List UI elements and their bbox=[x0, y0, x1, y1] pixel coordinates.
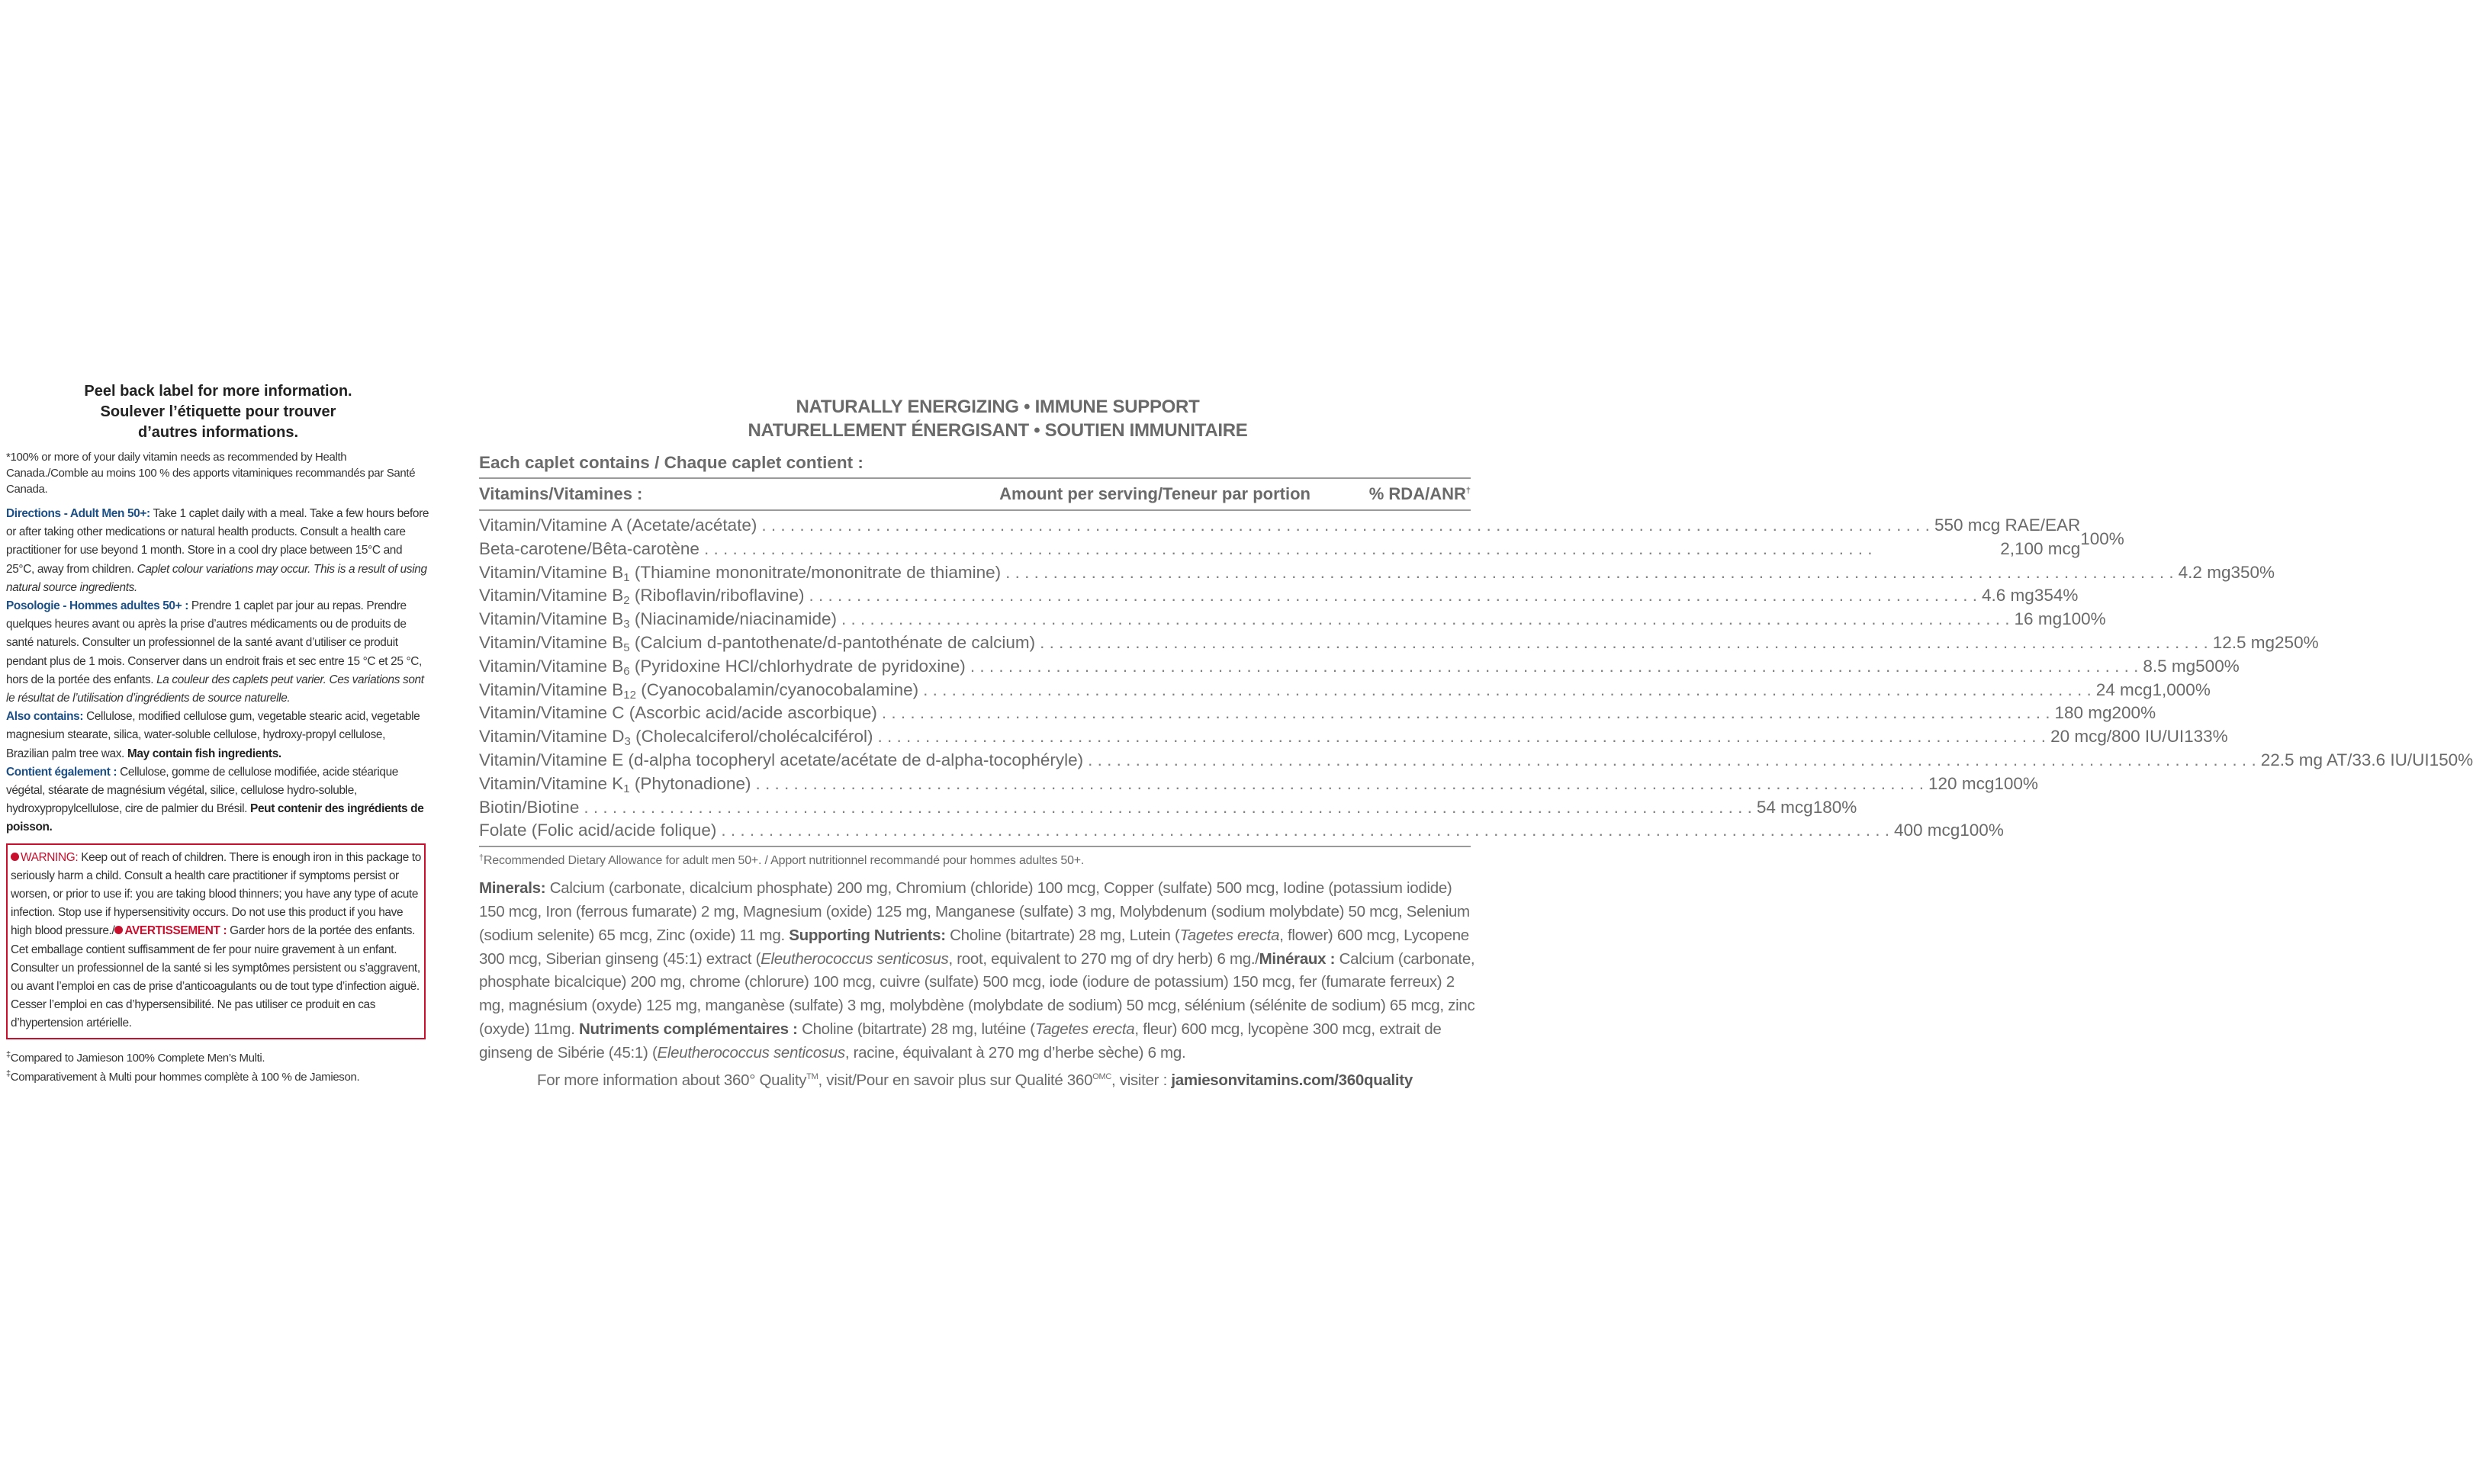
row-rda: 133% bbox=[2184, 727, 2228, 747]
row-name bbox=[479, 774, 751, 795]
more-info-text: , visit/Pour en savoir plus sur Qualité 360 bbox=[818, 1071, 1093, 1089]
row-name: Vitamin/Vitamine A (Acetate/acétate) bbox=[479, 516, 757, 535]
table-row bbox=[479, 516, 2080, 539]
row-name-part: (Calcium d-pantothenate/d-pantothénate de calcium) bbox=[629, 632, 1036, 652]
dot-leader bbox=[721, 821, 1889, 840]
rda-footnote bbox=[479, 853, 1471, 868]
omc-mark: OMC bbox=[1092, 1071, 1111, 1081]
eleuthero-en: Eleutherococcus senticosus bbox=[761, 949, 949, 968]
row-name-part: Vitamin/Vitamine C (Ascorbic acid/acide ascorbique) bbox=[479, 703, 877, 723]
row-amount: 400 mcg bbox=[1893, 821, 1960, 840]
table-row bbox=[479, 609, 2106, 633]
nutriments-text: Choline (bitartrate) 28 mg, lutéine ( bbox=[797, 1020, 1035, 1038]
more-info-text: , visiter : bbox=[1111, 1071, 1172, 1089]
row-name bbox=[479, 703, 877, 723]
row-amount: 12.5 mg bbox=[2212, 632, 2275, 652]
dot-leader bbox=[923, 680, 2092, 700]
row-amount: 180 mg bbox=[2054, 703, 2112, 723]
contient-label: Contient également : bbox=[6, 765, 117, 779]
posologie-italic: La couleur des caplets peut varier. Ces variations sont le résultat de l’utilisation d’ingrédients de source naturelle. bbox=[6, 673, 424, 705]
warning-label: WARNING: bbox=[21, 850, 79, 864]
row-rda: 100% bbox=[1994, 773, 2038, 793]
row-rda: 1,000% bbox=[2152, 679, 2211, 699]
double-dagger-2: ‡ bbox=[6, 1068, 11, 1078]
nutriments-text: , fleur) 600 mcg, lycopène 300 mcg, extrait de ginseng de Sibérie (45:1) ( bbox=[479, 1020, 1442, 1062]
table-row bbox=[479, 679, 2211, 704]
more-info-text: For more information about 360° Quality bbox=[537, 1071, 807, 1089]
row-amount: 22.5 mg AT/33.6 IU/UI bbox=[2260, 750, 2430, 769]
peel-line-fr-2: d’autres informations. bbox=[137, 424, 299, 441]
row-amount: 20 mcg/800 IU/UI bbox=[2050, 727, 2185, 747]
row-rda: 350% bbox=[2230, 562, 2275, 582]
nutriments-text: , racine, équivalant à 270 mg d’herbe sèche) 6 mg. bbox=[844, 1043, 1186, 1062]
slogan-fr: NATURELLEMENT ÉNERGISANT • SOUTIEN IMMUNITAIRE bbox=[748, 420, 1248, 441]
also-contains-text: Cellulose, modified cellulose gum, vegetable stearic acid, vegetable magnesium stearate, silica, water-soluble cellulose, hydroxy-propyl cellulose, Brazilian palm tree wax. bbox=[6, 710, 420, 760]
row-name bbox=[479, 680, 918, 702]
table-row bbox=[479, 656, 2240, 680]
row-name-part: Vitamin/Vitamine B bbox=[479, 632, 624, 652]
row-subscript: 5 bbox=[623, 641, 630, 654]
row-name bbox=[479, 727, 873, 748]
rda-note-text: Recommended Dietary Allowance for adult men 50+. / Apport nutritionnel recommandé pour hommes adultes 50+. bbox=[483, 854, 1085, 868]
col-amount: Amount per serving/Teneur par portion bbox=[999, 484, 1310, 503]
avertissement-label: AVERTISSEMENT : bbox=[124, 924, 227, 938]
fish-warning-fr: Peut contenir des ingrédients de poisson. bbox=[6, 802, 424, 834]
nutriments-label: Nutriments complémentaires : bbox=[579, 1020, 798, 1038]
table-row bbox=[479, 773, 2038, 798]
supporting-text: , flower) 600 mcg, Lycopene 300 mcg, Siberian ginseng (45:1) extract ( bbox=[479, 926, 1469, 968]
slogan-en: NATURALLY ENERGIZING • IMMUNE SUPPORT bbox=[796, 397, 1200, 417]
mineraux-text: Calcium (carbonate, phosphate bicalcique) 200 mg, chrome (chlorure) 100 mcg, cuivre (sulfate) 500 mcg, iode (iodure de potassium) 150 mcg, fer (fumarate ferreux) 2 mg, magnésium (oxyde) 125 mg, manganèse (sulfate) 3 mg, molybdène (molybdate de sodium) 50 mcg, sélénium (sélénite de sodium) 65 mcg, zinc (oxyde) 11mg. bbox=[479, 949, 1475, 1038]
table-row bbox=[479, 797, 1857, 821]
row-rda: 100% bbox=[1960, 821, 2004, 840]
row-name-part: Vitamin/Vitamine E (d-alpha tocopheryl acetate/acétate de d-alpha-tocophéryle) bbox=[479, 750, 1084, 769]
comparison-notes bbox=[6, 1047, 430, 1085]
directions-label: Directions - Adult Men 50+: bbox=[6, 507, 150, 520]
row-amount: 16 mg bbox=[2014, 609, 2063, 629]
row-name bbox=[479, 750, 1083, 770]
more-info-line bbox=[479, 1071, 1471, 1090]
dot-leader bbox=[841, 609, 2010, 629]
row-name-part: Vitamin/Vitamine D bbox=[479, 727, 625, 747]
row-name-part: Vitamin/Vitamine B bbox=[479, 609, 624, 629]
dot-leader bbox=[584, 798, 1752, 817]
compare-fr bbox=[6, 1066, 430, 1085]
table-row bbox=[479, 632, 2319, 657]
row-rda: 500% bbox=[2195, 656, 2240, 676]
peel-line-fr-1: Soulever l’étiquette pour trouver bbox=[100, 403, 336, 420]
row-subscript: 6 bbox=[623, 664, 630, 678]
slogan bbox=[479, 395, 1471, 442]
row-subscript: 3 bbox=[624, 735, 631, 749]
row-rda: 200% bbox=[2111, 703, 2156, 723]
warning-box bbox=[6, 843, 426, 1039]
minerals-paragraph bbox=[479, 877, 1478, 1065]
fish-warning-en: May contain fish ingredients. bbox=[127, 747, 281, 760]
posologie-label: Posologie - Hommes adultes 50+ : bbox=[6, 599, 188, 613]
compare-en-text: Compared to Jamieson 100% Complete Men’s Multi. bbox=[10, 1051, 265, 1065]
dot-leader bbox=[882, 703, 2050, 723]
row-rda: 150% bbox=[2429, 750, 2473, 769]
right-panel bbox=[479, 395, 2473, 1090]
eleuthero-fr: Eleutherococcus senticosus bbox=[657, 1043, 845, 1062]
table-row bbox=[479, 727, 2228, 750]
row-name-part: Vitamin/Vitamine K bbox=[479, 773, 624, 793]
row-name-part: (Pyridoxine HCl/chlorhydrate de pyridoxine) bbox=[629, 656, 966, 676]
compare-en bbox=[6, 1047, 430, 1066]
dot-leader bbox=[878, 727, 2047, 747]
row-amount: 2,100 mcg bbox=[2000, 538, 2081, 558]
row-name-part: (Thiamine mononitrate/mononitrate de thiamine) bbox=[629, 562, 1002, 582]
row-name bbox=[479, 657, 966, 678]
row-name bbox=[479, 563, 1001, 584]
row-amount: 54 mcg bbox=[1756, 797, 1813, 817]
dot-leader bbox=[809, 586, 1977, 605]
row-name-part: (Cyanocobalamin/cyanocobalamine) bbox=[635, 679, 919, 699]
dagger-mark: † bbox=[479, 853, 484, 863]
table-row bbox=[479, 821, 2004, 844]
supporting-text: Choline (bitartrate) 28 mg, Lutein ( bbox=[945, 926, 1180, 944]
directions-section bbox=[6, 505, 430, 837]
row-name-part: Vitamin/Vitamine B bbox=[479, 679, 624, 699]
row-name-part: Biotin/Biotine bbox=[479, 797, 580, 817]
table-row bbox=[479, 586, 2079, 609]
row-amount: 8.5 mg bbox=[2143, 656, 2196, 676]
minerals-label: Minerals: bbox=[479, 879, 546, 898]
col-rda bbox=[1310, 484, 1471, 504]
supporting-text: , root, equivalent to 270 mg of dry herb) 6 mg./ bbox=[948, 949, 1259, 968]
row-amount: 120 mcg bbox=[1928, 773, 1995, 793]
dot-leader bbox=[761, 516, 1930, 535]
directions-italic: Caplet colour variations may occur. This is a result of using natural source ingredients. bbox=[6, 562, 427, 594]
avertissement-dot-icon bbox=[114, 926, 123, 934]
supporting-label: Supporting Nutrients: bbox=[789, 926, 946, 944]
table-row bbox=[479, 562, 2275, 586]
row-subscript: 1 bbox=[623, 570, 630, 584]
website-link[interactable]: jamiesonvitamins.com/360quality bbox=[1171, 1071, 1413, 1089]
row-rda: 250% bbox=[2275, 632, 2319, 652]
table-header bbox=[479, 479, 1471, 511]
row-subscript: 1 bbox=[623, 782, 630, 795]
directions-text: Take 1 caplet daily with a meal. Take a few hours before or after taking other medications or natural health products. Consult a health care practitioner for use beyond 1 month. Store in a cool dry place between 15°C and 25°C, away from children. bbox=[6, 507, 429, 576]
col-rda-label: % RDA/ANR bbox=[1368, 484, 1466, 503]
warning-dot-icon bbox=[11, 853, 19, 861]
each-caplet-heading: Each caplet contains / Chaque caplet contient : bbox=[479, 453, 1471, 479]
mineraux-label: Minéraux : bbox=[1259, 949, 1336, 968]
row-name-part: Vitamin/Vitamine B bbox=[479, 586, 624, 605]
row-rda: 100% bbox=[2080, 528, 2124, 548]
also-contains-label: Also contains: bbox=[6, 710, 84, 724]
dot-leader bbox=[1005, 563, 2174, 583]
row-name: Beta-carotene/Bêta-carotène bbox=[479, 538, 699, 558]
row-amount: 4.2 mg bbox=[2178, 562, 2231, 582]
table-row bbox=[479, 539, 2080, 563]
row-rda: 100% bbox=[2062, 609, 2106, 629]
row-subscript: 12 bbox=[623, 688, 636, 702]
peel-back-notice bbox=[6, 381, 430, 443]
contient-text: Cellulose, gomme de cellulose modifiée, acide stéarique végétal, stéarate de magnésium végétal, silice, cellulose hydro-soluble, hydroxypropylcellulose, cire de palmier du Brésil. bbox=[6, 765, 399, 816]
row-name bbox=[479, 821, 716, 840]
row-name-part: Vitamin/Vitamine B bbox=[479, 562, 624, 582]
tagetes-fr: Tagetes erecta bbox=[1034, 1020, 1135, 1038]
dot-leader bbox=[755, 774, 1924, 794]
col-vitamins: Vitamins/Vitamines : bbox=[479, 484, 643, 503]
posologie-text: Prendre 1 caplet par jour au repas. Prendre quelques heures avant ou après la prise d’autres médicaments ou de produits de santé naturels. Consulter un professionnel de la santé avant d’utiliser ce produit pendant plus de 1 mois. Conserver dans un endroit frais et sec entre 15 °C et 25 °C, hors de la portée des enfants. bbox=[6, 599, 422, 686]
dot-leader bbox=[970, 657, 2139, 676]
vitamin-a-group bbox=[479, 516, 2124, 563]
daily-needs-note: *100% or more of your daily vitamin needs as recommended by Health Canada./Comble au moins 100 % des apports vitaminiques recommandés par Santé Canada. bbox=[6, 451, 416, 496]
left-panel bbox=[6, 381, 430, 1085]
peel-line-en: Peel back label for more information. bbox=[84, 383, 352, 400]
row-name-part: (Phytonadione) bbox=[629, 773, 751, 793]
row-name-part: (Riboflavin/riboflavine) bbox=[629, 586, 805, 605]
row-name bbox=[479, 609, 837, 631]
row-rda: 180% bbox=[1812, 797, 1857, 817]
row-name-part: Folate (Folic acid/acide folique) bbox=[479, 821, 717, 840]
row-subscript: 2 bbox=[623, 594, 630, 608]
vitamin-a-lines bbox=[479, 516, 2080, 563]
row-subscript: 3 bbox=[623, 618, 630, 631]
avertissement-text: Garder hors de la portée des enfants. Cet emballage contient suffisamment de fer pour nuire gravement à un enfant. Consulter un professionnel de la santé si les symptômes persistent ou s’aggravent, ou avant l’emploi en cas de prise d’anticoagulants ou de tout type d’infection aiguë. Cesser l’emploi en cas d’hypersensibilité. Ne pas utiliser ce produit en cas d’hypertension artérielle. bbox=[11, 924, 420, 1030]
row-name bbox=[479, 798, 579, 817]
dot-leader bbox=[1088, 750, 2256, 770]
warning-text: Keep out of reach of children. There is enough iron in this package to seriously harm a child. Consult a health care practitioner if symptoms persist or worsen, or prior to use if: you are taking blood thinners; you have any type of acute infection. Stop use if hypersensitivity occurs. Do not use this product if you have high blood pressure./ bbox=[11, 850, 422, 938]
dot-leader bbox=[1040, 633, 2208, 653]
tagetes-en: Tagetes erecta bbox=[1179, 926, 1280, 944]
table-row bbox=[479, 750, 2473, 774]
tm-mark: TM bbox=[806, 1071, 818, 1081]
row-name bbox=[479, 633, 1035, 654]
row-name-part: (Cholecalciferol/cholécalciférol) bbox=[630, 727, 873, 747]
row-amount: 4.6 mg bbox=[1982, 586, 2034, 605]
table-row bbox=[479, 703, 2156, 727]
row-name-part: (Niacinamide/niacinamide) bbox=[629, 609, 837, 629]
row-amount: 24 mcg bbox=[2095, 679, 2153, 699]
row-name bbox=[479, 586, 804, 607]
row-name-part: Vitamin/Vitamine B bbox=[479, 656, 624, 676]
vitamin-table bbox=[479, 516, 2473, 847]
dagger-mark: † bbox=[1465, 486, 1471, 496]
double-dagger-1: ‡ bbox=[6, 1049, 11, 1059]
compare-fr-text: Comparativement à Multi pour hommes complète à 100 % de Jamieson. bbox=[10, 1070, 360, 1084]
row-rda: 354% bbox=[2034, 586, 2079, 605]
row-amount: 550 mcg RAE/EAR bbox=[1934, 516, 2081, 535]
dot-leader bbox=[704, 539, 1995, 559]
minerals-text: Calcium (carbonate, dicalcium phosphate) 200 mg, Chromium (chloride) 100 mcg, Copper (sulfate) 500 mcg, Iodine (potassium iodide) 150 mcg, Iron (ferrous fumarate) 2 mg, Magnesium (oxide) 125 mg, Manganese (sulfate) 3 mg, Molybdenum (sodium molybdate) 50 mcg, Selenium (sodium selenite) 65 mcg, Zinc (oxide) 11 mg. bbox=[479, 879, 1470, 944]
vitamin-rows bbox=[479, 562, 2473, 845]
